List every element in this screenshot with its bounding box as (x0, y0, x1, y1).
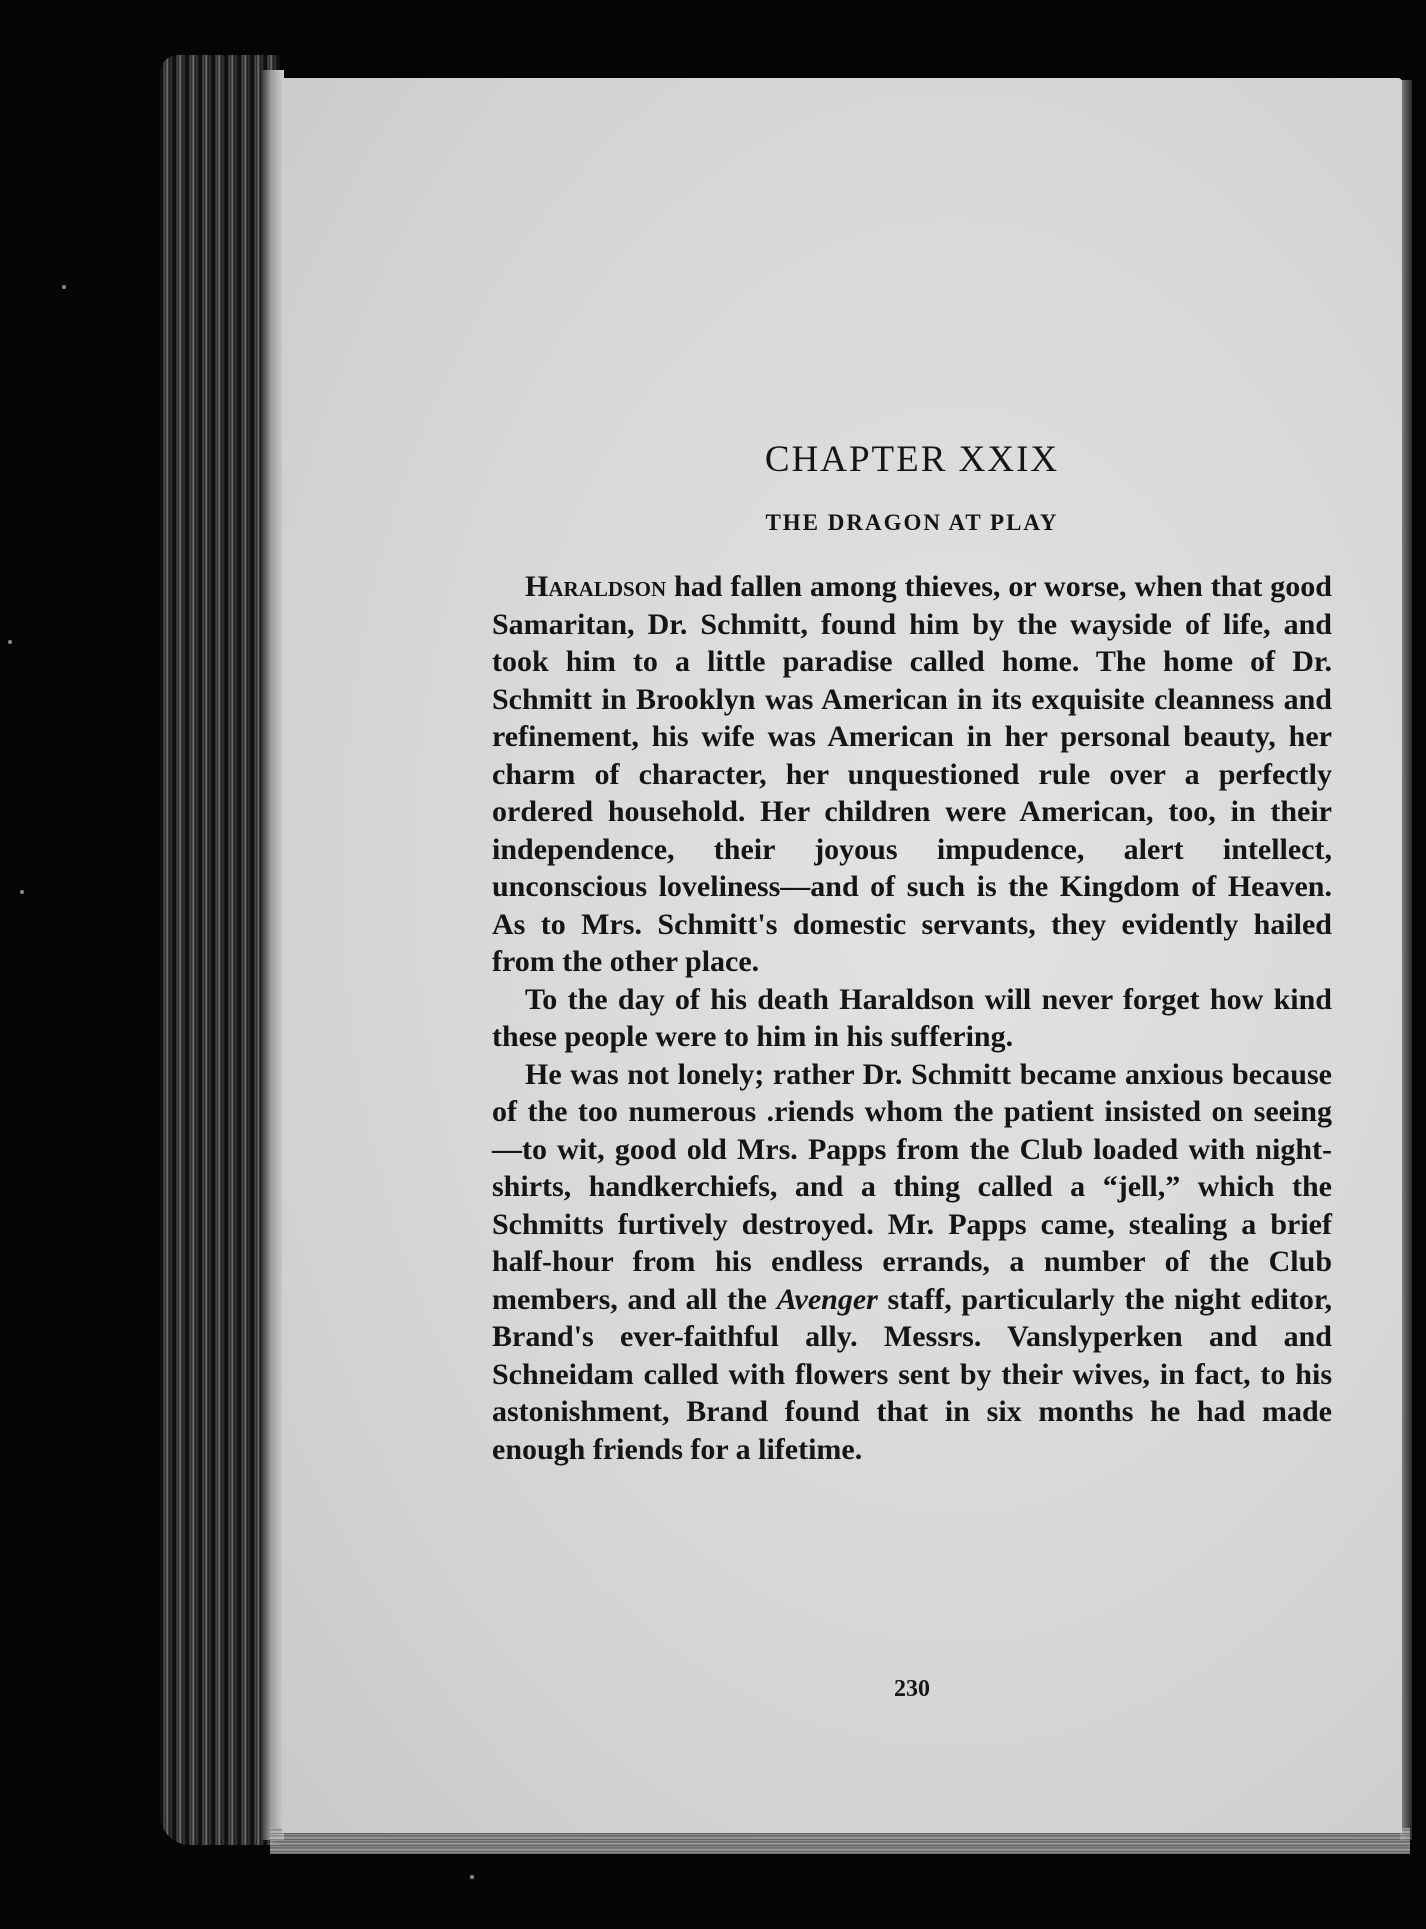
chapter-body (492, 568, 1332, 1468)
scan-speck (62, 285, 66, 289)
paragraph-3 (492, 1056, 1332, 1469)
paragraph-2: To the day of his death Haraldson will never forget how kind these people were to him in his suffering. (492, 982, 1332, 1053)
book-page (282, 78, 1402, 1833)
paragraph-3-text-a: He was not lonely; rather Dr. Schmitt became anxious because of the too numerous .riends whom the patient insisted on seeing—to wit, good old Mrs. Papps from the Club loaded with night-shirts, handkerchiefs, and a thing called a “jell,” which the Schmitts furtively destroyed. Mr. Papps came, stealing a brief half-hour from his endless errands, a number of the Club members, and all the (492, 1057, 1332, 1316)
chapter-subtitle: THE DRAGON AT PLAY (765, 510, 1059, 535)
scan-speck (20, 890, 24, 894)
paragraph-lead-word: Haraldson (525, 570, 667, 603)
scan-speck (470, 1875, 474, 1879)
chapter-title: CHAPTER XXIX (764, 439, 1060, 480)
paragraph-1-text: had fallen among thieves, or worse, when that good Samaritan, Dr. Schmitt, found him by the wayside of life, and took him to a little paradise called home. The home of Dr. Schmitt in Brooklyn was American in its exquisite cleanness and refinement, his wife was American in her personal beauty, her charm of character, her unquestioned rule over a perfectly ordered household. Her children were American, too, in their independence, their joyous impudence, alert intellect, unconscious loveliness—and of such is the Kingdom of Heaven. As to Mrs. Schmitt's domestic servants, they evidently hailed from the other place. (492, 570, 1332, 978)
scan-speck (8, 640, 12, 644)
newspaper-title: Avenger (776, 1282, 878, 1316)
paragraph-3-text-b: staff, particularly the night editor, Brand's ever-faithful ally. Messrs. Vanslyperken and and Schneidam called with flowers sent by their wives, in fact, to his astonishment, Brand found that in six months he had made enough friends for a lifetime. (492, 1282, 1332, 1466)
page-number: 230 (894, 1676, 930, 1702)
page-gutter-shadow (262, 70, 284, 1840)
paragraph-1 (492, 568, 1332, 981)
